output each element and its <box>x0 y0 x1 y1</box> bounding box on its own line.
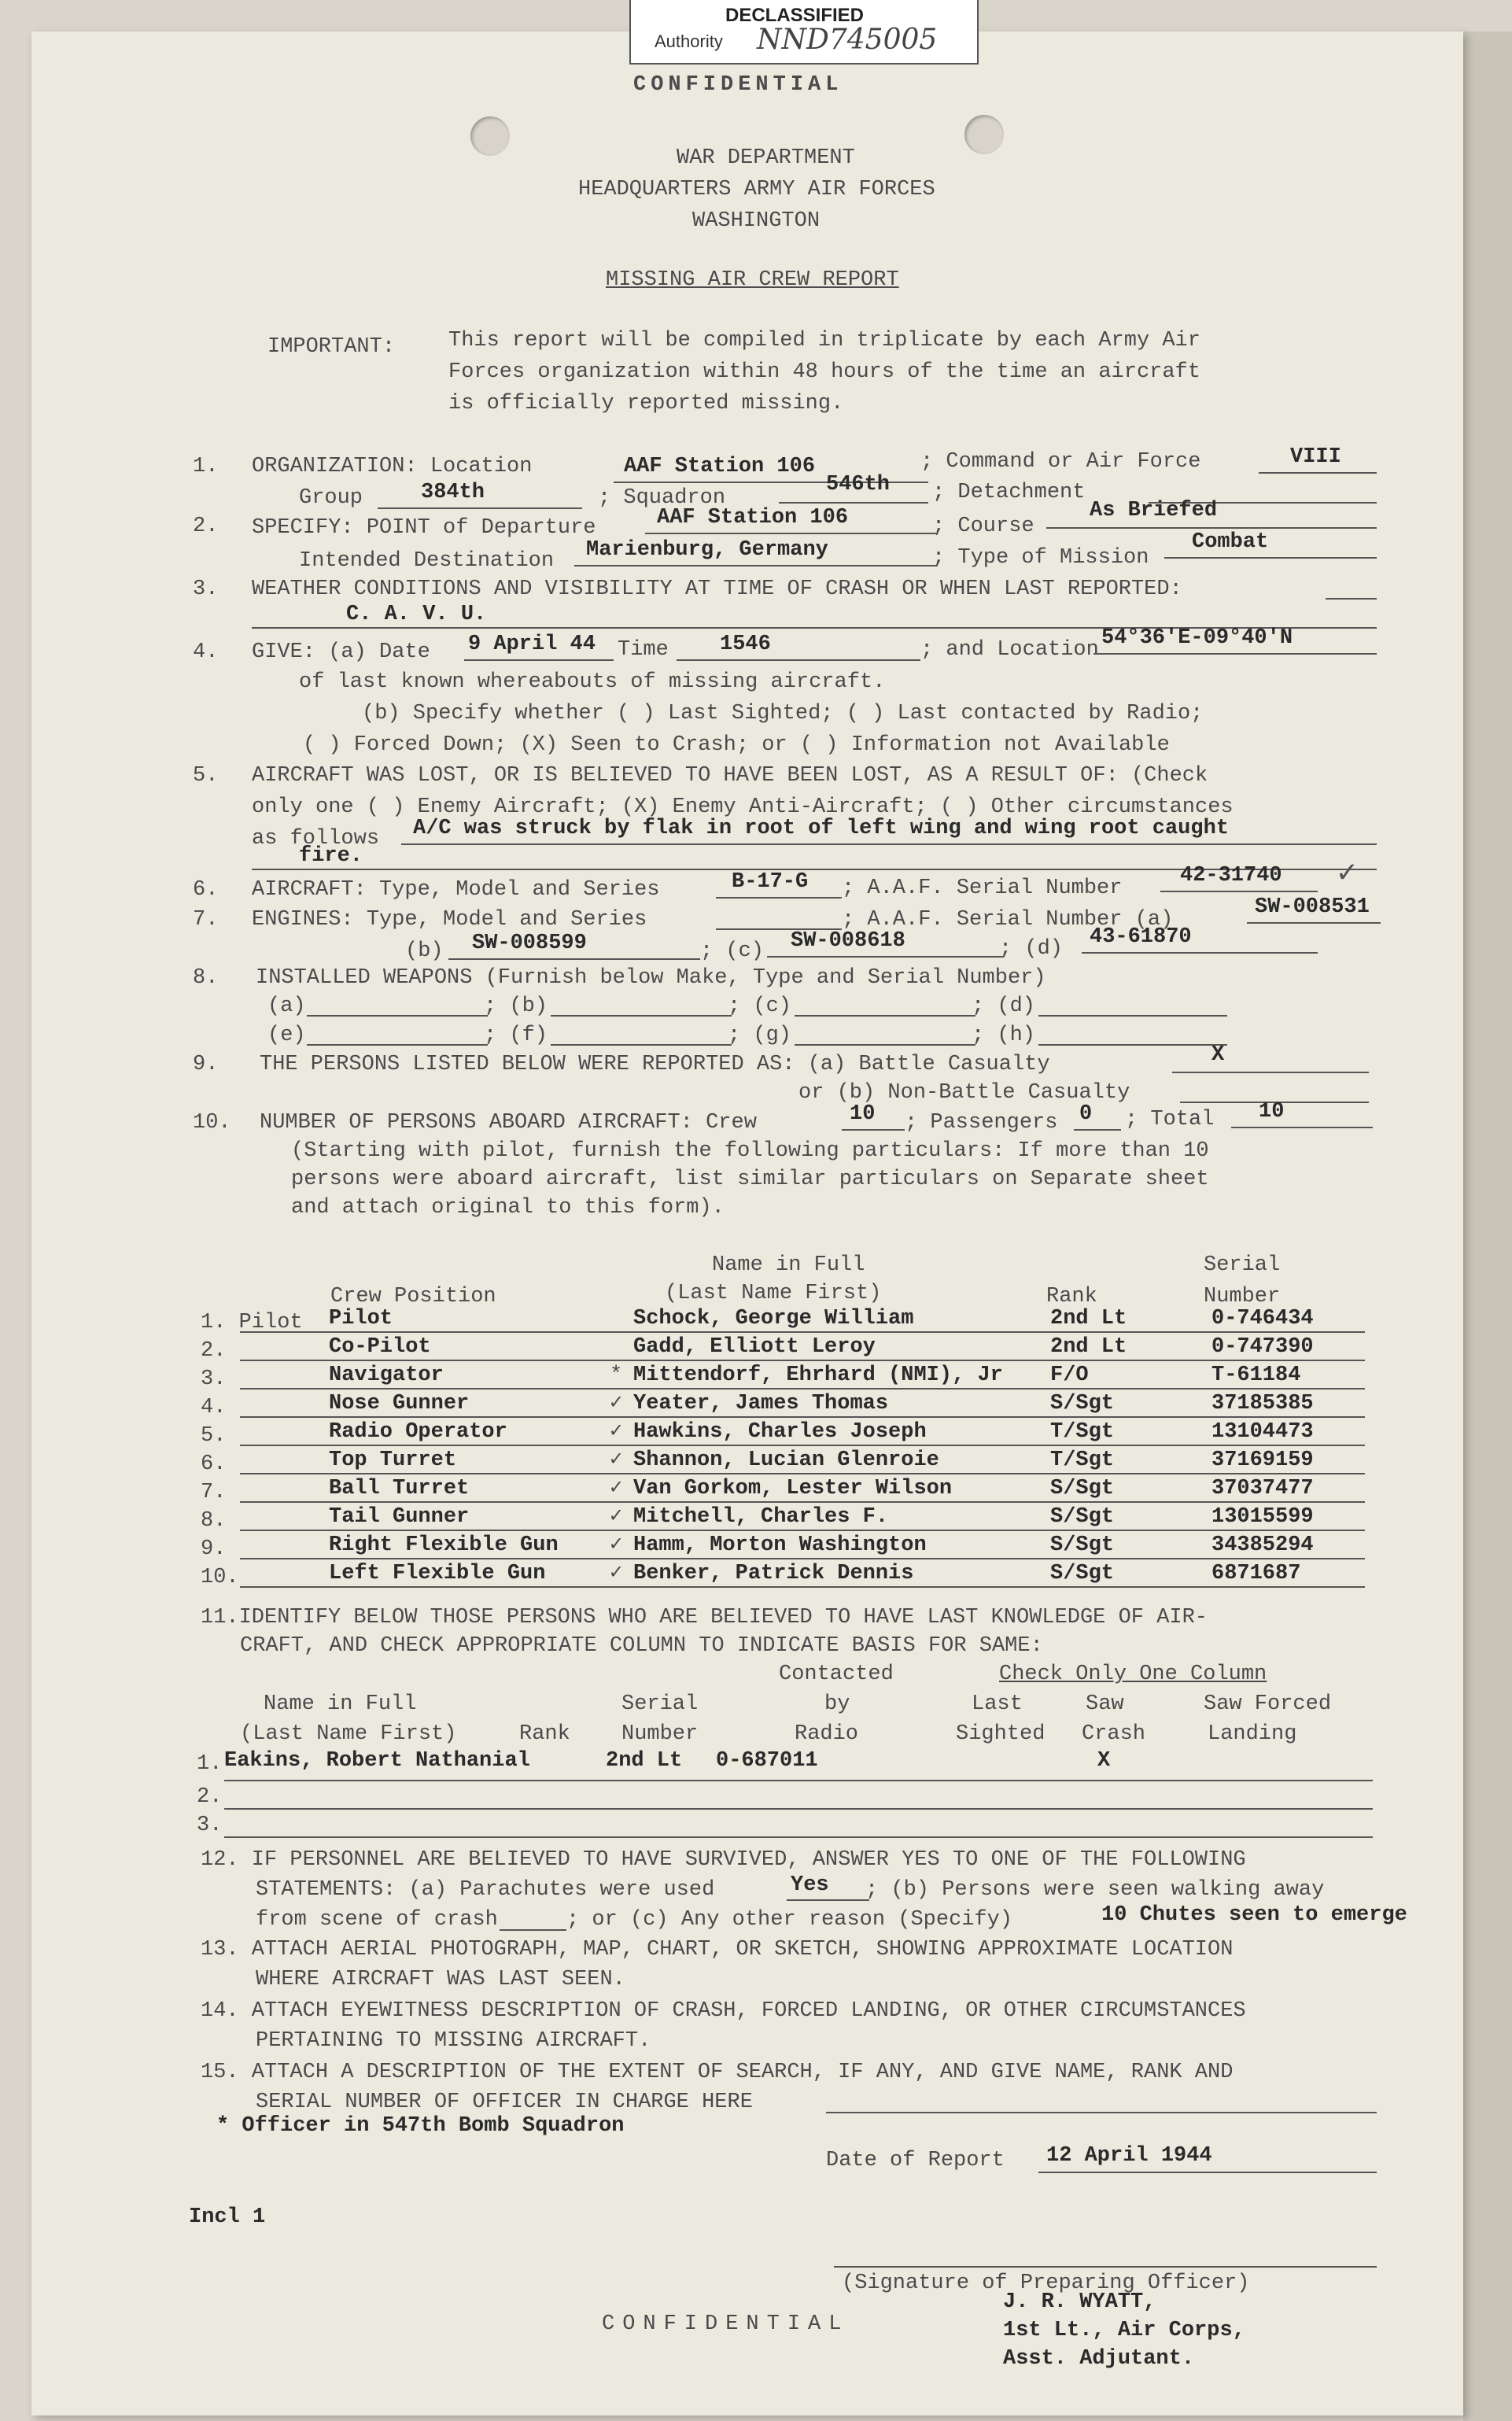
item2-label: SPECIFY: POINT of Departure <box>252 516 596 540</box>
item7-engine-b-line <box>448 958 700 960</box>
item5-line2: only one ( ) Enemy Aircraft; (X) Enemy Anti-Aircraft; ( ) Other circumstances <box>252 795 1234 819</box>
item8-e: (e) <box>267 1024 306 1047</box>
crew-row-num: 2. <box>201 1339 227 1363</box>
item7-engine-b: SW-008599 <box>472 932 587 955</box>
item9-num: 9. <box>193 1053 219 1076</box>
crew-row-serial: 37185385 <box>1211 1392 1314 1415</box>
item11-line2: CRAFT, AND CHECK APPROPRIATE COLUMN TO INDICATE BASIS FOR SAME: <box>240 1634 1043 1658</box>
item11-h-check: Check Only One Column <box>999 1663 1267 1686</box>
item10-total: 10 <box>1259 1100 1285 1124</box>
item10-line3: persons were aboard aircraft, list similar particulars on Separate sheet <box>291 1168 1209 1191</box>
item5-cause-line <box>401 843 1377 845</box>
crew-row-num: 9. <box>201 1537 227 1561</box>
crew-row-serial: 0-746434 <box>1211 1307 1314 1330</box>
item2-departure: AAF Station 106 <box>657 506 849 530</box>
item7-num: 7. <box>193 908 219 932</box>
crew-row-name: Benker, Patrick Dennis <box>633 1562 914 1585</box>
item3-label: WEATHER CONDITIONS AND VISIBILITY AT TIME OF CRASH OR WHEN LAST REPORTED: <box>252 578 1182 601</box>
item8-f-line <box>551 1044 732 1046</box>
crew-row-position: Tail Gunner <box>329 1505 470 1529</box>
item1-group: 384th <box>421 481 485 504</box>
item1-command-line <box>1259 472 1377 474</box>
crew-row-line <box>240 1501 1365 1503</box>
crew-row-name: Schock, George William <box>633 1307 914 1330</box>
item11-row1-line <box>224 1780 1373 1781</box>
item10-total-label: ; Total <box>1125 1108 1215 1131</box>
crew-row-mark: ✓ <box>610 1392 623 1415</box>
item11-row2-num: 2. <box>197 1785 223 1809</box>
item9-nonbattle-label: or (b) Non-Battle Casualty <box>798 1081 1130 1105</box>
item4-date: 9 April 44 <box>468 633 596 656</box>
crew-row-name: Mittendorf, Ehrhard (NMI), Jr <box>633 1364 1003 1387</box>
important-line2: Forces organization within 48 hours of the time an aircraft <box>448 360 1200 384</box>
item8-b-line <box>551 1015 732 1017</box>
item14-line1: 14. ATTACH EYEWITNESS DESCRIPTION OF CRASH, FORCED LANDING, OR OTHER CIRCUMSTANCES <box>201 1999 1246 2023</box>
item12-line2a: STATEMENTS: (a) Parachutes were used <box>256 1878 715 1902</box>
item7-engine-d: 43-61870 <box>1090 925 1192 949</box>
item1-label: ORGANIZATION: Location <box>252 455 533 478</box>
item12-yes-line <box>787 1899 869 1901</box>
item8-f: ; (f) <box>484 1024 548 1047</box>
crew-row-num: 7. <box>201 1481 227 1504</box>
item6-label: AIRCRAFT: Type, Model and Series <box>252 878 660 902</box>
item11-row1-name: Eakins, Robert Nathanial <box>224 1749 530 1773</box>
item14-line2: PERTAINING TO MISSING AIRCRAFT. <box>256 2029 651 2053</box>
item10-crew-line <box>842 1129 905 1131</box>
item8-b: ; (b) <box>484 995 548 1018</box>
crew-header-name1: Name in Full <box>712 1253 865 1277</box>
crew-row-position: Top Turret <box>329 1449 457 1472</box>
item4-line2: of last known whereabouts of missing aircraft. <box>299 670 886 694</box>
punch-hole-right <box>964 115 1004 154</box>
crew-row-num: 10. <box>201 1566 239 1589</box>
item7-engine-a-line <box>1247 922 1381 924</box>
header-line3: WASHINGTON <box>692 209 821 233</box>
crew-row-num: 1. Pilot <box>201 1311 303 1334</box>
item4-loc: 54°36'E-09°40'N <box>1101 626 1293 650</box>
item4-time: 1546 <box>720 633 771 656</box>
item11-row2-line <box>224 1808 1373 1810</box>
item7-engine-c: SW-008618 <box>791 929 905 953</box>
item4-num: 4. <box>193 640 219 664</box>
item7-serial-label: ; A.A.F. Serial Number (a) <box>842 908 1174 932</box>
crew-row-serial: 6871687 <box>1211 1562 1301 1585</box>
item7-b-label: (b) <box>405 939 444 963</box>
crew-row-mark: * <box>610 1364 623 1387</box>
crew-row-serial: 37037477 <box>1211 1477 1314 1500</box>
item8-c-line <box>795 1015 975 1017</box>
crew-row-serial: 34385294 <box>1211 1533 1314 1557</box>
item8-g: ; (g) <box>728 1024 792 1047</box>
item11-h-by: by <box>824 1692 850 1716</box>
item11-row1-rank: 2nd Lt <box>606 1749 683 1773</box>
signature-line <box>834 2266 1377 2268</box>
item11-h-name1: Name in Full <box>264 1692 417 1716</box>
crew-row-rank: F/O <box>1050 1364 1089 1387</box>
crew-row-line <box>240 1331 1365 1333</box>
crew-row-mark: ✓ <box>610 1533 623 1557</box>
item11-h-saw2: Crash <box>1082 1722 1146 1746</box>
item11-row3-line <box>224 1836 1373 1838</box>
confidential-bottom: CONFIDENTIAL <box>602 2312 850 2336</box>
paper-stack-edge <box>1463 31 1512 2421</box>
item10-pass-line <box>1074 1129 1121 1131</box>
crew-row-position: Ball Turret <box>329 1477 470 1500</box>
crew-row-line <box>240 1360 1365 1361</box>
crew-row-serial: 37169159 <box>1211 1449 1314 1472</box>
item4-time-line <box>677 659 920 661</box>
item2-dest-line <box>574 565 936 566</box>
item2-course-line <box>1046 527 1377 529</box>
crew-row-position: Right Flexible Gun <box>329 1533 559 1557</box>
item7-c-label: ; (c) <box>700 939 765 963</box>
item10-total-line <box>1231 1127 1373 1128</box>
declassified-stamp <box>629 0 979 65</box>
item4-time-label: Time <box>618 638 669 662</box>
crew-row-name: Shannon, Lucian Glenroie <box>633 1449 939 1472</box>
item11-h-last1: Last <box>972 1692 1023 1716</box>
item10-line2: (Starting with pilot, furnish the following particulars: If more than 10 <box>291 1139 1209 1163</box>
form-title: MISSING AIR CREW REPORT <box>606 268 899 292</box>
crew-row-rank: 2nd Lt <box>1050 1335 1127 1359</box>
important-line1: This report will be compiled in triplicate by each Army Air <box>448 329 1200 352</box>
document-page <box>31 31 1463 2415</box>
item4-date-line <box>464 659 614 661</box>
inclosure-note: Incl 1 <box>189 2205 266 2229</box>
crew-row-line <box>240 1388 1365 1389</box>
item9-battle-line <box>1172 1072 1369 1073</box>
check-mark-icon: ✓ <box>1337 857 1357 892</box>
item12-line3b: ; or (c) Any other reason (Specify) <box>566 1908 1013 1932</box>
crew-row-num: 4. <box>201 1396 227 1419</box>
item1-squadron-line <box>779 502 928 504</box>
item11-h-forced1: Saw Forced <box>1204 1692 1332 1716</box>
crew-row-position: Nose Gunner <box>329 1392 470 1415</box>
crew-row-name: Gadd, Elliott Leroy <box>633 1335 876 1359</box>
item6-num: 6. <box>193 878 219 902</box>
item8-e-line <box>307 1044 488 1046</box>
item8-a: (a) <box>267 995 306 1018</box>
item6-type: B-17-G <box>732 870 809 894</box>
crew-row-line <box>240 1473 1365 1474</box>
item11-h-saw1: Saw <box>1086 1692 1124 1716</box>
item2-mission-line <box>1164 557 1377 559</box>
item3-line-a <box>1326 598 1377 600</box>
crew-row-position: Co-Pilot <box>329 1335 431 1359</box>
crew-row-name: Mitchell, Charles F. <box>633 1505 889 1529</box>
item10-pass-label: ; Passengers <box>905 1111 1058 1135</box>
item8-c: ; (c) <box>728 995 792 1018</box>
crew-row-rank: S/Sgt <box>1050 1505 1115 1529</box>
item1-command-label: ; Command or Air Force <box>920 450 1201 474</box>
crew-row-name: Yeater, James Thomas <box>633 1392 889 1415</box>
item10-pass: 0 <box>1079 1102 1093 1126</box>
item6-serial-label: ; A.A.F. Serial Number <box>842 877 1123 900</box>
item15-note: * Officer in 547th Bomb Squadron <box>216 2114 625 2138</box>
signer-name: J. R. WYATT, <box>1003 2290 1156 2314</box>
crew-header-serial2: Number <box>1204 1285 1281 1308</box>
item2-mission: Combat <box>1192 530 1269 554</box>
item2-course: As Briefed <box>1090 499 1218 522</box>
item8-g-line <box>795 1044 975 1046</box>
item12-line3a: from scene of crash <box>256 1908 498 1932</box>
item5-cause: A/C was struck by flak in root of left wing and wing root caught <box>413 817 1229 840</box>
item11-h-serial2: Number <box>621 1722 699 1746</box>
item12-yes: Yes <box>791 1873 829 1897</box>
item11-row1-crash: X <box>1097 1749 1111 1773</box>
stamp-authority-value: NND745005 <box>757 24 938 56</box>
crew-row-mark: ✓ <box>610 1420 623 1444</box>
item5-cause-cont: fire. <box>299 844 363 868</box>
item2-num: 2. <box>193 515 219 538</box>
stamp-declassified: DECLASSIFIED <box>725 5 865 26</box>
crew-row-serial: T-61184 <box>1211 1364 1301 1387</box>
item4-loc-line <box>1093 653 1377 655</box>
crew-row-name: Hawkins, Charles Joseph <box>633 1420 927 1444</box>
crew-row-mark: ✓ <box>610 1449 623 1472</box>
header-line1: WAR DEPARTMENT <box>677 146 855 170</box>
item11-h-forced2: Landing <box>1208 1722 1297 1746</box>
item10-label: NUMBER OF PERSONS ABOARD AIRCRAFT: Crew <box>260 1111 757 1135</box>
item7-engine-d-line <box>1082 952 1318 954</box>
item5-num: 5. <box>193 764 219 788</box>
item15-line2: SERIAL NUMBER OF OFFICER IN CHARGE HERE <box>256 2091 753 2114</box>
item4-line3: (b) Specify whether ( ) Last Sighted; ( ) Last contacted by Radio; <box>362 702 1204 725</box>
crew-row-line <box>240 1530 1365 1531</box>
crew-row-rank: 2nd Lt <box>1050 1307 1127 1330</box>
item2-dest: Marienburg, Germany <box>586 538 828 562</box>
crew-row-rank: T/Sgt <box>1050 1449 1115 1472</box>
header-line2: HEADQUARTERS ARMY AIR FORCES <box>578 178 935 201</box>
item11-h-contacted: Contacted <box>779 1663 894 1686</box>
crew-row-name: Van Gorkom, Lester Wilson <box>633 1477 953 1500</box>
important-label: IMPORTANT: <box>267 335 396 359</box>
item15-officer-line <box>826 2112 1377 2113</box>
report-date-label: Date of Report <box>826 2149 1005 2172</box>
item15-line1: 15. ATTACH A DESCRIPTION OF THE EXTENT OF SEARCH, IF ANY, AND GIVE NAME, RANK AND <box>201 2061 1234 2084</box>
confidential-top: CONFIDENTIAL <box>633 73 843 97</box>
crew-row-line <box>240 1586 1365 1588</box>
item8-d-line <box>1038 1015 1227 1017</box>
signature-label: (Signature of Preparing Officer) <box>842 2272 1250 2295</box>
crew-row-rank: S/Sgt <box>1050 1477 1115 1500</box>
item8-h-line <box>1038 1044 1227 1046</box>
item12-line2b: ; (b) Persons were seen walking away <box>865 1878 1325 1902</box>
item4-line4: ( ) Forced Down; (X) Seen to Crash; or ( ) Information not Available <box>303 733 1170 757</box>
item11-h-radio: Radio <box>795 1722 859 1746</box>
crew-header-name2: (Last Name First) <box>665 1282 882 1305</box>
item4-loc-label: ; and Location <box>920 638 1099 662</box>
crew-row-num: 8. <box>201 1509 227 1533</box>
punch-hole-left <box>470 116 510 156</box>
item11-h-serial1: Serial <box>621 1692 699 1716</box>
crew-row-rank: S/Sgt <box>1050 1562 1115 1585</box>
important-line3: is officially reported missing. <box>448 392 844 415</box>
item9-label: THE PERSONS LISTED BELOW WERE REPORTED AS: (a) Battle Casualty <box>260 1053 1050 1076</box>
report-date-line <box>1038 2172 1377 2173</box>
item2-dest-label: Intended Destination <box>299 549 555 573</box>
crew-row-num: 5. <box>201 1424 227 1448</box>
item11-row3-num: 3. <box>197 1814 223 1837</box>
item8-h: ; (h) <box>972 1024 1036 1047</box>
crew-row-mark: ✓ <box>610 1505 623 1529</box>
item13-line1: 13. ATTACH AERIAL PHOTOGRAPH, MAP, CHART, OR SKETCH, SHOWING APPROXIMATE LOCATION <box>201 1938 1234 1962</box>
item1-command: VIII <box>1290 445 1341 469</box>
item5-line1: AIRCRAFT WAS LOST, OR IS BELIEVED TO HAVE BEEN LOST, AS A RESULT OF: (Check <box>252 764 1208 788</box>
item8-a-line <box>307 1015 488 1017</box>
crew-row-serial: 13015599 <box>1211 1505 1314 1529</box>
item7-label: ENGINES: Type, Model and Series <box>252 908 647 932</box>
item8-num: 8. <box>193 966 219 990</box>
crew-row-rank: T/Sgt <box>1050 1420 1115 1444</box>
item11-row1-num: 1. <box>197 1752 223 1776</box>
crew-row-position: Pilot <box>329 1307 393 1330</box>
item11-row1-serial: 0-687011 <box>716 1749 818 1773</box>
crew-row-line <box>240 1558 1365 1559</box>
item1-group-label: Group <box>299 486 363 510</box>
item6-type-line <box>716 897 842 899</box>
crew-row-position: Radio Operator <box>329 1420 507 1444</box>
crew-row-line <box>240 1416 1365 1418</box>
item12-crash-line <box>500 1929 566 1931</box>
crew-header-serial1: Serial <box>1204 1253 1281 1277</box>
item1-squadron: 546th <box>826 473 891 496</box>
crew-row-rank: S/Sgt <box>1050 1533 1115 1557</box>
item5-line3-label: as follows <box>252 827 380 851</box>
item2-mission-label: ; Type of Mission <box>932 546 1149 570</box>
crew-row-num: 6. <box>201 1452 227 1476</box>
crew-header-rank: Rank <box>1046 1285 1097 1308</box>
item3-num: 3. <box>193 578 219 601</box>
item7-d-label: ; (d) <box>999 937 1064 961</box>
item9-battle-value: X <box>1211 1043 1225 1067</box>
item2-departure-line <box>645 533 936 534</box>
item1-detachment-label: ; Detachment <box>932 481 1086 504</box>
item11-h-rank: Rank <box>519 1722 570 1746</box>
crew-row-mark: ✓ <box>610 1562 623 1585</box>
signer-rank: 1st Lt., Air Corps, <box>1003 2319 1245 2342</box>
item2-course-label: ; Course <box>932 515 1034 538</box>
item1-location: AAF Station 106 <box>624 455 816 478</box>
item4-label: GIVE: (a) Date <box>252 640 430 664</box>
stamp-authority-label: Authority <box>655 31 723 51</box>
item7-engine-c-line <box>767 956 1003 958</box>
item12-line1: 12. IF PERSONNEL ARE BELIEVED TO HAVE SURVIVED, ANSWER YES TO ONE OF THE FOLLOWING <box>201 1848 1246 1872</box>
crew-row-position: Left Flexible Gun <box>329 1562 546 1585</box>
item7-engine-a: SW-008531 <box>1255 895 1370 919</box>
item10-line4: and attach original to this form). <box>291 1196 725 1220</box>
crew-row-serial: 0-747390 <box>1211 1335 1314 1359</box>
item1-squadron-label: ; Squadron <box>598 486 726 510</box>
item10-crew: 10 <box>850 1102 876 1126</box>
item11-h-name2: (Last Name First) <box>240 1722 457 1746</box>
crew-header-position: Crew Position <box>330 1285 496 1308</box>
item11-h-last2: Sighted <box>956 1722 1045 1746</box>
item1-num: 1. <box>193 455 219 478</box>
item10-num: 10. <box>193 1111 231 1135</box>
item3-value: C. A. V. U. <box>346 603 487 626</box>
crew-row-mark: ✓ <box>610 1477 623 1500</box>
item6-serial: 42-31740 <box>1180 864 1282 888</box>
item8-label: INSTALLED WEAPONS (Furnish below Make, Type and Serial Number) <box>256 966 1046 990</box>
crew-row-serial: 13104473 <box>1211 1420 1314 1444</box>
report-date: 12 April 1944 <box>1046 2144 1212 2168</box>
item1-group-line <box>378 507 582 509</box>
item12-specify: 10 Chutes seen to emerge <box>1101 1903 1407 1927</box>
crew-row-rank: S/Sgt <box>1050 1392 1115 1415</box>
signer-title: Asst. Adjutant. <box>1003 2347 1195 2371</box>
item11-line1: 11.IDENTIFY BELOW THOSE PERSONS WHO ARE BELIEVED TO HAVE LAST KNOWLEDGE OF AIR- <box>201 1606 1208 1629</box>
crew-row-num: 3. <box>201 1367 227 1391</box>
item6-serial-line <box>1160 891 1318 892</box>
crew-row-position: Navigator <box>329 1364 444 1387</box>
item8-d: ; (d) <box>972 995 1036 1018</box>
crew-row-name: Hamm, Morton Washington <box>633 1533 927 1557</box>
item13-line2: WHERE AIRCRAFT WAS LAST SEEN. <box>256 1968 625 1991</box>
crew-row-line <box>240 1445 1365 1446</box>
